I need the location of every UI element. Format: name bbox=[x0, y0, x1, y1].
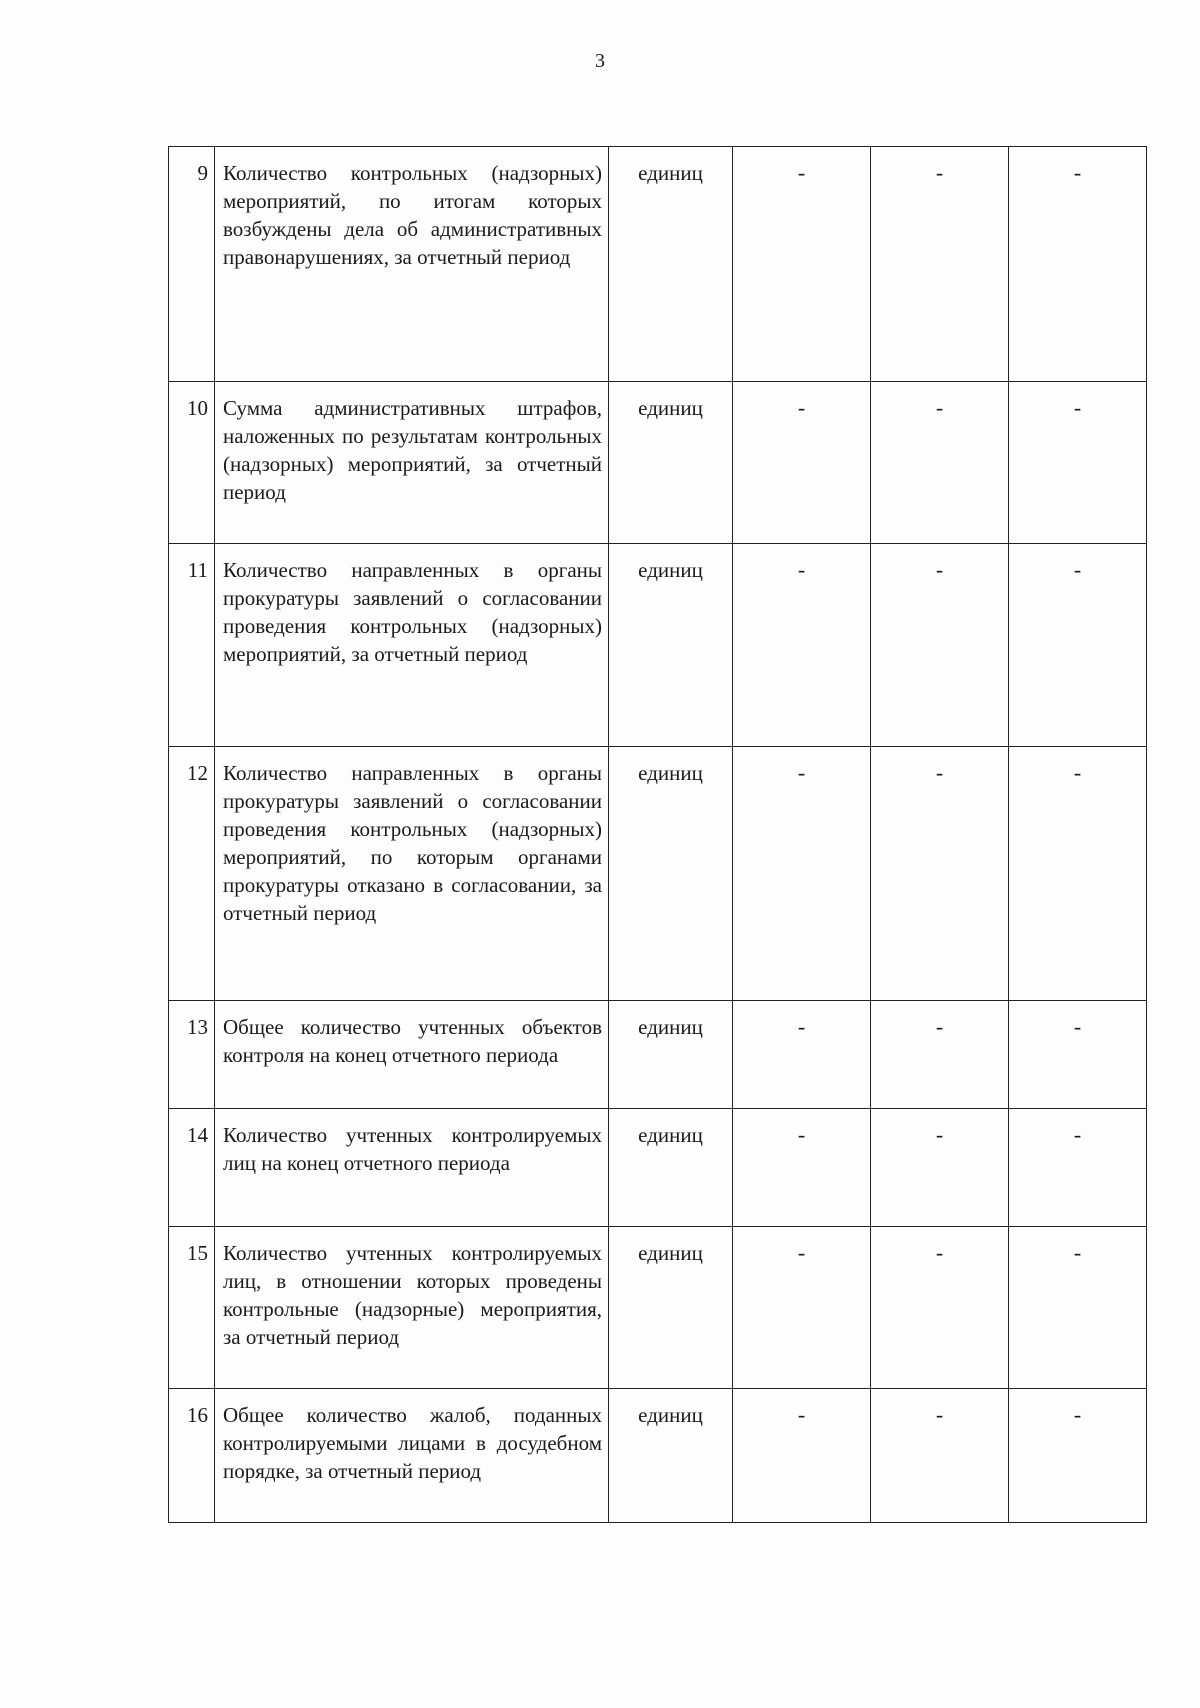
row-value: - bbox=[1009, 382, 1147, 544]
row-value: - bbox=[1009, 747, 1147, 1001]
row-unit: единиц bbox=[609, 1109, 733, 1227]
row-description: Количество учтенных контролируемых лиц на конец отчетного периода bbox=[215, 1109, 609, 1227]
table-row bbox=[169, 544, 1147, 747]
row-number: 15 bbox=[169, 1227, 215, 1389]
row-value: - bbox=[1009, 1109, 1147, 1227]
row-value: - bbox=[871, 382, 1009, 544]
row-value: - bbox=[1009, 1001, 1147, 1109]
row-value: - bbox=[871, 1227, 1009, 1389]
row-description: Количество учтенных контролируемых лиц, в отношении которых проведены контрольные (надзорные) мероприятия, за отчетный период bbox=[215, 1227, 609, 1389]
row-unit: единиц bbox=[609, 147, 733, 382]
row-description: Сумма административных штрафов, наложенных по результатам контрольных (надзорных) мероприятий, за отчетный период bbox=[215, 382, 609, 544]
row-value: - bbox=[871, 1109, 1009, 1227]
row-number: 11 bbox=[169, 544, 215, 747]
table-row bbox=[169, 1001, 1147, 1109]
row-value: - bbox=[1009, 1227, 1147, 1389]
row-number: 16 bbox=[169, 1389, 215, 1523]
row-unit: единиц bbox=[609, 1001, 733, 1109]
row-unit: единиц bbox=[609, 1389, 733, 1523]
row-number: 9 bbox=[169, 147, 215, 382]
row-unit: единиц bbox=[609, 1227, 733, 1389]
row-value: - bbox=[871, 147, 1009, 382]
table-row bbox=[169, 382, 1147, 544]
page-number: 3 bbox=[595, 50, 605, 72]
row-unit: единиц bbox=[609, 747, 733, 1001]
row-number: 14 bbox=[169, 1109, 215, 1227]
row-number: 10 bbox=[169, 382, 215, 544]
row-value: - bbox=[871, 1001, 1009, 1109]
row-value: - bbox=[733, 1227, 871, 1389]
table-row bbox=[169, 747, 1147, 1001]
row-value: - bbox=[733, 147, 871, 382]
row-description: Количество направленных в органы прокуратуры заявлений о согласовании проведения контрольных (надзорных) мероприятий, по которым органами прокуратуры отказано в согласовании, за отчетный период bbox=[215, 747, 609, 1001]
row-value: - bbox=[733, 544, 871, 747]
report-table bbox=[168, 146, 1147, 1523]
table-row bbox=[169, 1227, 1147, 1389]
row-value: - bbox=[733, 747, 871, 1001]
row-description: Количество направленных в органы прокуратуры заявлений о согласовании проведения контрольных (надзорных) мероприятий, за отчетный период bbox=[215, 544, 609, 747]
row-description: Общее количество учтенных объектов контроля на конец отчетного периода bbox=[215, 1001, 609, 1109]
table-row bbox=[169, 1389, 1147, 1523]
row-number: 12 bbox=[169, 747, 215, 1001]
row-number: 13 bbox=[169, 1001, 215, 1109]
row-value: - bbox=[733, 1109, 871, 1227]
row-value: - bbox=[1009, 544, 1147, 747]
row-unit: единиц bbox=[609, 382, 733, 544]
table-row bbox=[169, 147, 1147, 382]
row-value: - bbox=[871, 544, 1009, 747]
table-row bbox=[169, 1109, 1147, 1227]
row-value: - bbox=[871, 747, 1009, 1001]
row-value: - bbox=[733, 1001, 871, 1109]
row-value: - bbox=[733, 382, 871, 544]
row-description: Количество контрольных (надзорных) мероприятий, по итогам которых возбуждены дела об административных правонарушениях, за отчетный период bbox=[215, 147, 609, 382]
row-unit: единиц bbox=[609, 544, 733, 747]
row-description: Общее количество жалоб, поданных контролируемыми лицами в досудебном порядке, за отчетный период bbox=[215, 1389, 609, 1523]
row-value: - bbox=[1009, 1389, 1147, 1523]
row-value: - bbox=[871, 1389, 1009, 1523]
row-value: - bbox=[733, 1389, 871, 1523]
row-value: - bbox=[1009, 147, 1147, 382]
